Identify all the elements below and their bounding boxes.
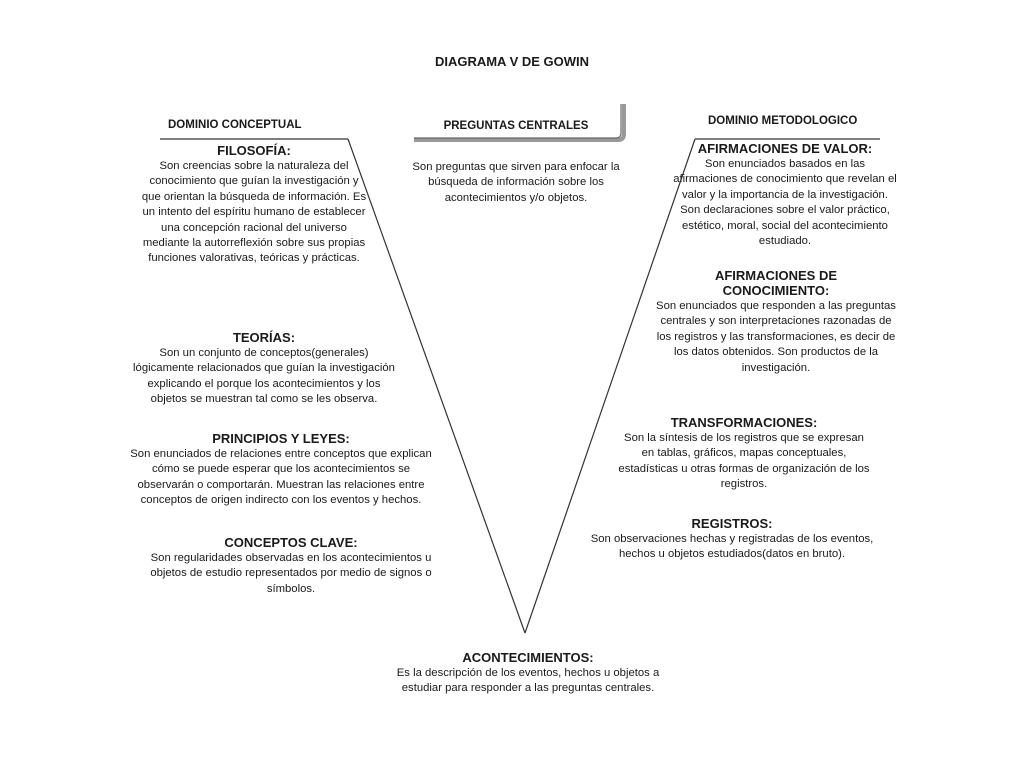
central-questions-block	[410, 160, 622, 206]
afirmaciones-conocimiento-heading: AFIRMACIONES DE CONOCIMIENTO:	[714, 268, 838, 298]
conceptos-heading: CONCEPTOS CLAVE:	[224, 535, 358, 550]
afirmaciones-valor-heading: AFIRMACIONES DE VALOR:	[697, 141, 873, 156]
right-block-afirmaciones-valor	[672, 141, 898, 249]
central-questions-text: Son preguntas que sirven para enfocar la búsqueda de información sobre los acontecimientos y/o objetos.	[412, 161, 620, 204]
transformaciones-heading: TRANSFORMACIONES:	[670, 415, 818, 430]
central-questions-label: PREGUNTAS CENTRALES	[443, 120, 589, 132]
afirmaciones-valor-text: Son enunciados basados en las afirmaciones de conocimiento que revelan el valor y la importancia de la investigación. Son declaraciones sobre el valor práctico, estético, moral, social del acontecimiento estudiado.	[673, 158, 897, 248]
domain-conceptual-label: DOMINIO CONCEPTUAL	[168, 119, 302, 131]
bottom-block-acontecimientos	[396, 650, 660, 697]
right-block-transformaciones	[618, 415, 870, 493]
domain-methodological-label: DOMINIO METODOLOGICO	[708, 115, 858, 127]
left-block-conceptos	[142, 535, 440, 597]
principios-heading: PRINCIPIOS Y LEYES:	[212, 431, 350, 446]
teorias-heading: TEORÍAS:	[232, 330, 296, 345]
transformaciones-text: Son la síntesis de los registros que se expresan en tablas, gráficos, mapas conceptuales, estadísticas u otras formas de organización de los registros.	[618, 432, 870, 491]
right-block-afirmaciones-conocimiento	[655, 268, 897, 376]
left-block-principios	[128, 431, 434, 509]
registros-text: Son observaciones hechas y registradas de los eventos, hechos u objetos estudiados(datos en bruto).	[590, 533, 874, 561]
filosofia-text: Son creencias sobre la naturaleza del conocimiento que guían la investigación y que orientan la búsqueda de información. Es un intento del espíritu humano de establecer una concepción racional del universo mediante la autorreflexión sobre sus propias funciones valorativas, teóricas y prácticas.	[141, 160, 367, 265]
registros-heading: REGISTROS:	[691, 516, 773, 531]
afirmaciones-conocimiento-text: Son enunciados que responden a las preguntas centrales y son interpretaciones razonadas de los registros y las transformaciones, es decir de los datos obtenidos. Son productos de la investigación.	[656, 300, 896, 374]
filosofia-heading: FILOSOFÍA:	[217, 143, 291, 158]
teorias-text: Son un conjunto de conceptos(generales) lógicamente relacionados que guían la investigación explicando el porque los acontecimientos y los objetos se muestran tal como se les observa.	[133, 347, 395, 406]
left-block-filosofia	[140, 143, 368, 267]
principios-text: Son enunciados de relaciones entre conceptos que explican cómo se puede esperar que los acontecimientos se observarán o comportarán. Muestran las relaciones entre conceptos de origen indirecto con los eventos y hechos.	[130, 448, 432, 507]
left-block-teorias	[133, 330, 395, 408]
conceptos-text: Son regularidades observadas en los acontecimientos u objetos de estudio representados por medio de signos o símbolos.	[150, 552, 432, 595]
diagram-title: DIAGRAMA V DE GOWIN	[434, 54, 590, 69]
acontecimientos-text: Es la descripción de los eventos, hechos u objetos a estudiar para responder a las preguntas centrales.	[396, 667, 660, 695]
right-block-registros	[588, 516, 876, 563]
acontecimientos-heading: ACONTECIMIENTOS:	[462, 650, 594, 665]
